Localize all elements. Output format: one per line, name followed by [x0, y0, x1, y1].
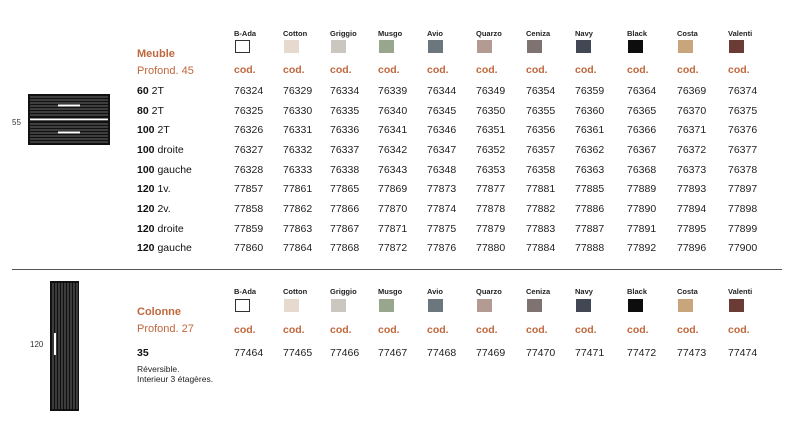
meuble-code-cell: 76356 — [526, 124, 556, 136]
meuble-code-cell: 76352 — [476, 144, 506, 156]
colonne-cod-label: cod. — [427, 324, 449, 336]
meuble-code-cell: 76327 — [234, 144, 264, 156]
meuble-code-cell: 76339 — [378, 85, 408, 97]
colonne-swatch-griggio — [331, 299, 346, 312]
meuble-code-cell: 77859 — [234, 223, 264, 235]
colonne-code-cell: 77466 — [330, 347, 360, 359]
meuble-swatch-ceniza — [527, 40, 542, 53]
meuble-swatch-name-avio: Avio — [427, 29, 443, 38]
meuble-code-cell: 76376 — [728, 124, 758, 136]
meuble-code-cell: 76336 — [330, 124, 360, 136]
colonne-code-cell: 77474 — [728, 347, 758, 359]
colonne-code-cell: 77464 — [234, 347, 264, 359]
meuble-code-cell: 76345 — [427, 105, 457, 117]
meuble-code-cell: 76347 — [427, 144, 457, 156]
colonne-swatch-valenti — [729, 299, 744, 312]
meuble-code-cell: 77899 — [728, 223, 758, 235]
colonne-note-shelves: Interieur 3 étagères. — [137, 374, 214, 384]
colonne-swatch-name-costa: Costa — [677, 287, 698, 296]
meuble-code-cell: 77857 — [234, 183, 264, 195]
meuble-code-cell: 76350 — [476, 105, 506, 117]
meuble-code-cell: 76367 — [627, 144, 657, 156]
meuble-code-cell: 76343 — [378, 164, 408, 176]
meuble-code-cell: 76363 — [575, 164, 605, 176]
colonne-code-cell: 77473 — [677, 347, 707, 359]
colonne-swatch-musgo — [379, 299, 394, 312]
meuble-code-cell: 77893 — [677, 183, 707, 195]
colonne-depth: Profond. 27 — [137, 323, 194, 335]
meuble-code-cell: 77871 — [378, 223, 408, 235]
colonne-cod-label: cod. — [728, 324, 750, 336]
meuble-code-cell: 77876 — [427, 242, 457, 254]
meuble-code-cell: 76354 — [526, 85, 556, 97]
meuble-code-cell: 76324 — [234, 85, 264, 97]
meuble-swatch-b-ada — [235, 40, 250, 53]
meuble-code-cell: 76368 — [627, 164, 657, 176]
meuble-code-cell: 77896 — [677, 242, 707, 254]
meuble-code-cell: 76375 — [728, 105, 758, 117]
meuble-code-cell: 77886 — [575, 203, 605, 215]
meuble-code-cell: 76378 — [728, 164, 758, 176]
colonne-cod-label: cod. — [283, 324, 305, 336]
meuble-swatch-valenti — [729, 40, 744, 53]
colonne-swatch-costa — [678, 299, 693, 312]
meuble-code-cell: 77883 — [526, 223, 556, 235]
meuble-code-cell: 76341 — [378, 124, 408, 136]
meuble-cod-label: cod. — [728, 64, 750, 76]
meuble-swatch-name-cotton: Cotton — [283, 29, 308, 38]
meuble-code-cell: 76373 — [677, 164, 707, 176]
colonne-cod-label: cod. — [234, 324, 256, 336]
colonne-cod-label: cod. — [330, 324, 352, 336]
meuble-swatch-griggio — [331, 40, 346, 53]
meuble-code-cell: 76342 — [378, 144, 408, 156]
meuble-cod-label: cod. — [234, 64, 256, 76]
colonne-title: Colonne — [137, 306, 181, 318]
meuble-code-cell: 76372 — [677, 144, 707, 156]
meuble-code-cell: 77874 — [427, 203, 457, 215]
meuble-cod-label: cod. — [575, 64, 597, 76]
colonne-swatch-name-black: Black — [627, 287, 648, 296]
meuble-swatch-name-costa: Costa — [677, 29, 698, 38]
meuble-code-cell: 77890 — [627, 203, 657, 215]
meuble-code-cell: 77892 — [627, 242, 657, 254]
meuble-code-cell: 77875 — [427, 223, 457, 235]
colonne-swatch-quarzo — [477, 299, 492, 312]
meuble-code-cell: 76355 — [526, 105, 556, 117]
meuble-code-cell: 76371 — [677, 124, 707, 136]
meuble-code-cell: 76329 — [283, 85, 313, 97]
meuble-cod-label: cod. — [677, 64, 699, 76]
meuble-code-cell: 76331 — [283, 124, 313, 136]
meuble-code-cell: 77882 — [526, 203, 556, 215]
meuble-code-cell: 77887 — [575, 223, 605, 235]
meuble-cod-label: cod. — [283, 64, 305, 76]
meuble-code-cell: 76351 — [476, 124, 506, 136]
meuble-code-cell: 76344 — [427, 85, 457, 97]
meuble-swatch-musgo — [379, 40, 394, 53]
meuble-code-cell: 77869 — [378, 183, 408, 195]
meuble-swatch-name-b-ada: B-Ada — [234, 29, 257, 38]
meuble-code-cell: 77858 — [234, 203, 264, 215]
meuble-code-cell: 77877 — [476, 183, 506, 195]
meuble-code-cell: 77861 — [283, 183, 313, 195]
meuble-code-cell: 76362 — [575, 144, 605, 156]
meuble-swatch-name-griggio: Griggio — [330, 29, 357, 38]
colonne-swatch-black — [628, 299, 643, 312]
meuble-code-cell: 76335 — [330, 105, 360, 117]
colonne-cod-label: cod. — [476, 324, 498, 336]
meuble-row-label: 120 gauche — [137, 242, 192, 254]
meuble-code-cell: 76357 — [526, 144, 556, 156]
meuble-swatch-name-valenti: Valenti — [728, 29, 753, 38]
meuble-code-cell: 76361 — [575, 124, 605, 136]
colonne-code-cell: 77472 — [627, 347, 657, 359]
meuble-code-cell: 77872 — [378, 242, 408, 254]
colonne-code-cell: 77467 — [378, 347, 408, 359]
meuble-cod-label: cod. — [627, 64, 649, 76]
meuble-code-cell: 77900 — [728, 242, 758, 254]
meuble-code-cell: 77894 — [677, 203, 707, 215]
meuble-row-label: 80 2T — [137, 105, 164, 117]
meuble-swatch-name-quarzo: Quarzo — [476, 29, 502, 38]
meuble-code-cell: 77889 — [627, 183, 657, 195]
meuble-title: Meuble — [137, 48, 175, 60]
meuble-row-label: 100 droite — [137, 144, 184, 156]
colonne-code-cell: 77471 — [575, 347, 605, 359]
meuble-code-cell: 76346 — [427, 124, 457, 136]
meuble-code-cell: 76353 — [476, 164, 506, 176]
meuble-code-cell: 76337 — [330, 144, 360, 156]
meuble-code-cell: 76333 — [283, 164, 313, 176]
meuble-swatch-avio — [428, 40, 443, 53]
meuble-code-cell: 76348 — [427, 164, 457, 176]
meuble-cod-label: cod. — [378, 64, 400, 76]
section-divider — [12, 269, 782, 270]
colonne-code-cell: 77469 — [476, 347, 506, 359]
meuble-code-cell: 76332 — [283, 144, 313, 156]
colonne-cod-label: cod. — [526, 324, 548, 336]
meuble-cod-label: cod. — [476, 64, 498, 76]
colonne-swatch-name-musgo: Musgo — [378, 287, 403, 296]
colonne-code-cell: 77470 — [526, 347, 556, 359]
meuble-code-cell: 76330 — [283, 105, 313, 117]
meuble-row-label: 120 1v. — [137, 183, 171, 195]
meuble-code-cell: 77879 — [476, 223, 506, 235]
meuble-code-cell: 77862 — [283, 203, 313, 215]
meuble-swatch-name-navy: Navy — [575, 29, 593, 38]
colonne-cod-label: cod. — [575, 324, 597, 336]
meuble-code-cell: 76325 — [234, 105, 264, 117]
colonne-cod-label: cod. — [677, 324, 699, 336]
colonne-swatch-name-griggio: Griggio — [330, 287, 357, 296]
meuble-cod-label: cod. — [427, 64, 449, 76]
meuble-code-cell: 76340 — [378, 105, 408, 117]
colonne-swatch-name-b-ada: B-Ada — [234, 287, 257, 296]
meuble-code-cell: 76360 — [575, 105, 605, 117]
meuble-swatch-black — [628, 40, 643, 53]
meuble-swatch-costa — [678, 40, 693, 53]
colonne-swatch-b-ada — [235, 299, 250, 312]
colonne-code-cell: 77468 — [427, 347, 457, 359]
colonne-cod-label: cod. — [627, 324, 649, 336]
meuble-code-cell: 77880 — [476, 242, 506, 254]
meuble-code-cell: 76364 — [627, 85, 657, 97]
meuble-code-cell: 76349 — [476, 85, 506, 97]
meuble-cod-label: cod. — [330, 64, 352, 76]
meuble-code-cell: 76338 — [330, 164, 360, 176]
meuble-code-cell: 77878 — [476, 203, 506, 215]
meuble-code-cell: 77897 — [728, 183, 758, 195]
colonne-swatch-navy — [576, 299, 591, 312]
meuble-row-label: 120 2v. — [137, 203, 171, 215]
meuble-code-cell: 77867 — [330, 223, 360, 235]
meuble-swatch-name-ceniza: Ceniza — [526, 29, 551, 38]
meuble-code-cell: 76374 — [728, 85, 758, 97]
meuble-code-cell: 77895 — [677, 223, 707, 235]
colonne-swatch-name-valenti: Valenti — [728, 287, 753, 296]
colonne-swatch-name-navy: Navy — [575, 287, 593, 296]
colonne-drawing-icon — [50, 281, 79, 411]
meuble-drawing-icon — [28, 94, 110, 145]
meuble-code-cell: 77870 — [378, 203, 408, 215]
meuble-height-dimension: 55 — [12, 118, 21, 127]
meuble-code-cell: 77860 — [234, 242, 264, 254]
meuble-code-cell: 77865 — [330, 183, 360, 195]
colonne-size: 35 — [137, 347, 149, 359]
meuble-swatch-navy — [576, 40, 591, 53]
colonne-note-reversible: Réversible. — [137, 364, 180, 374]
meuble-row-label: 60 2T — [137, 85, 164, 97]
meuble-code-cell: 77866 — [330, 203, 360, 215]
colonne-swatch-name-quarzo: Quarzo — [476, 287, 502, 296]
meuble-row-label: 120 droite — [137, 223, 184, 235]
meuble-code-cell: 77868 — [330, 242, 360, 254]
meuble-code-cell: 77881 — [526, 183, 556, 195]
meuble-code-cell: 76326 — [234, 124, 264, 136]
meuble-code-cell: 77888 — [575, 242, 605, 254]
meuble-code-cell: 76369 — [677, 85, 707, 97]
meuble-swatch-name-musgo: Musgo — [378, 29, 403, 38]
colonne-swatch-name-cotton: Cotton — [283, 287, 308, 296]
meuble-depth: Profond. 45 — [137, 65, 194, 77]
meuble-code-cell: 77864 — [283, 242, 313, 254]
meuble-code-cell: 77863 — [283, 223, 313, 235]
meuble-swatch-name-black: Black — [627, 29, 648, 38]
meuble-code-cell: 77898 — [728, 203, 758, 215]
colonne-swatch-name-avio: Avio — [427, 287, 443, 296]
meuble-code-cell: 77884 — [526, 242, 556, 254]
meuble-swatch-quarzo — [477, 40, 492, 53]
meuble-cod-label: cod. — [526, 64, 548, 76]
meuble-code-cell: 77891 — [627, 223, 657, 235]
meuble-code-cell: 76334 — [330, 85, 360, 97]
colonne-swatch-name-ceniza: Ceniza — [526, 287, 551, 296]
meuble-swatch-cotton — [284, 40, 299, 53]
colonne-swatch-ceniza — [527, 299, 542, 312]
meuble-code-cell: 76359 — [575, 85, 605, 97]
meuble-code-cell: 76365 — [627, 105, 657, 117]
meuble-row-label: 100 2T — [137, 124, 170, 136]
colonne-height-dimension: 120 — [30, 340, 44, 349]
meuble-code-cell: 77873 — [427, 183, 457, 195]
colonne-code-cell: 77465 — [283, 347, 313, 359]
meuble-row-label: 100 gauche — [137, 164, 192, 176]
colonne-swatch-cotton — [284, 299, 299, 312]
colonne-cod-label: cod. — [378, 324, 400, 336]
meuble-code-cell: 76366 — [627, 124, 657, 136]
colonne-swatch-avio — [428, 299, 443, 312]
meuble-code-cell: 76370 — [677, 105, 707, 117]
meuble-code-cell: 77885 — [575, 183, 605, 195]
meuble-code-cell: 76358 — [526, 164, 556, 176]
meuble-code-cell: 76377 — [728, 144, 758, 156]
meuble-code-cell: 76328 — [234, 164, 264, 176]
